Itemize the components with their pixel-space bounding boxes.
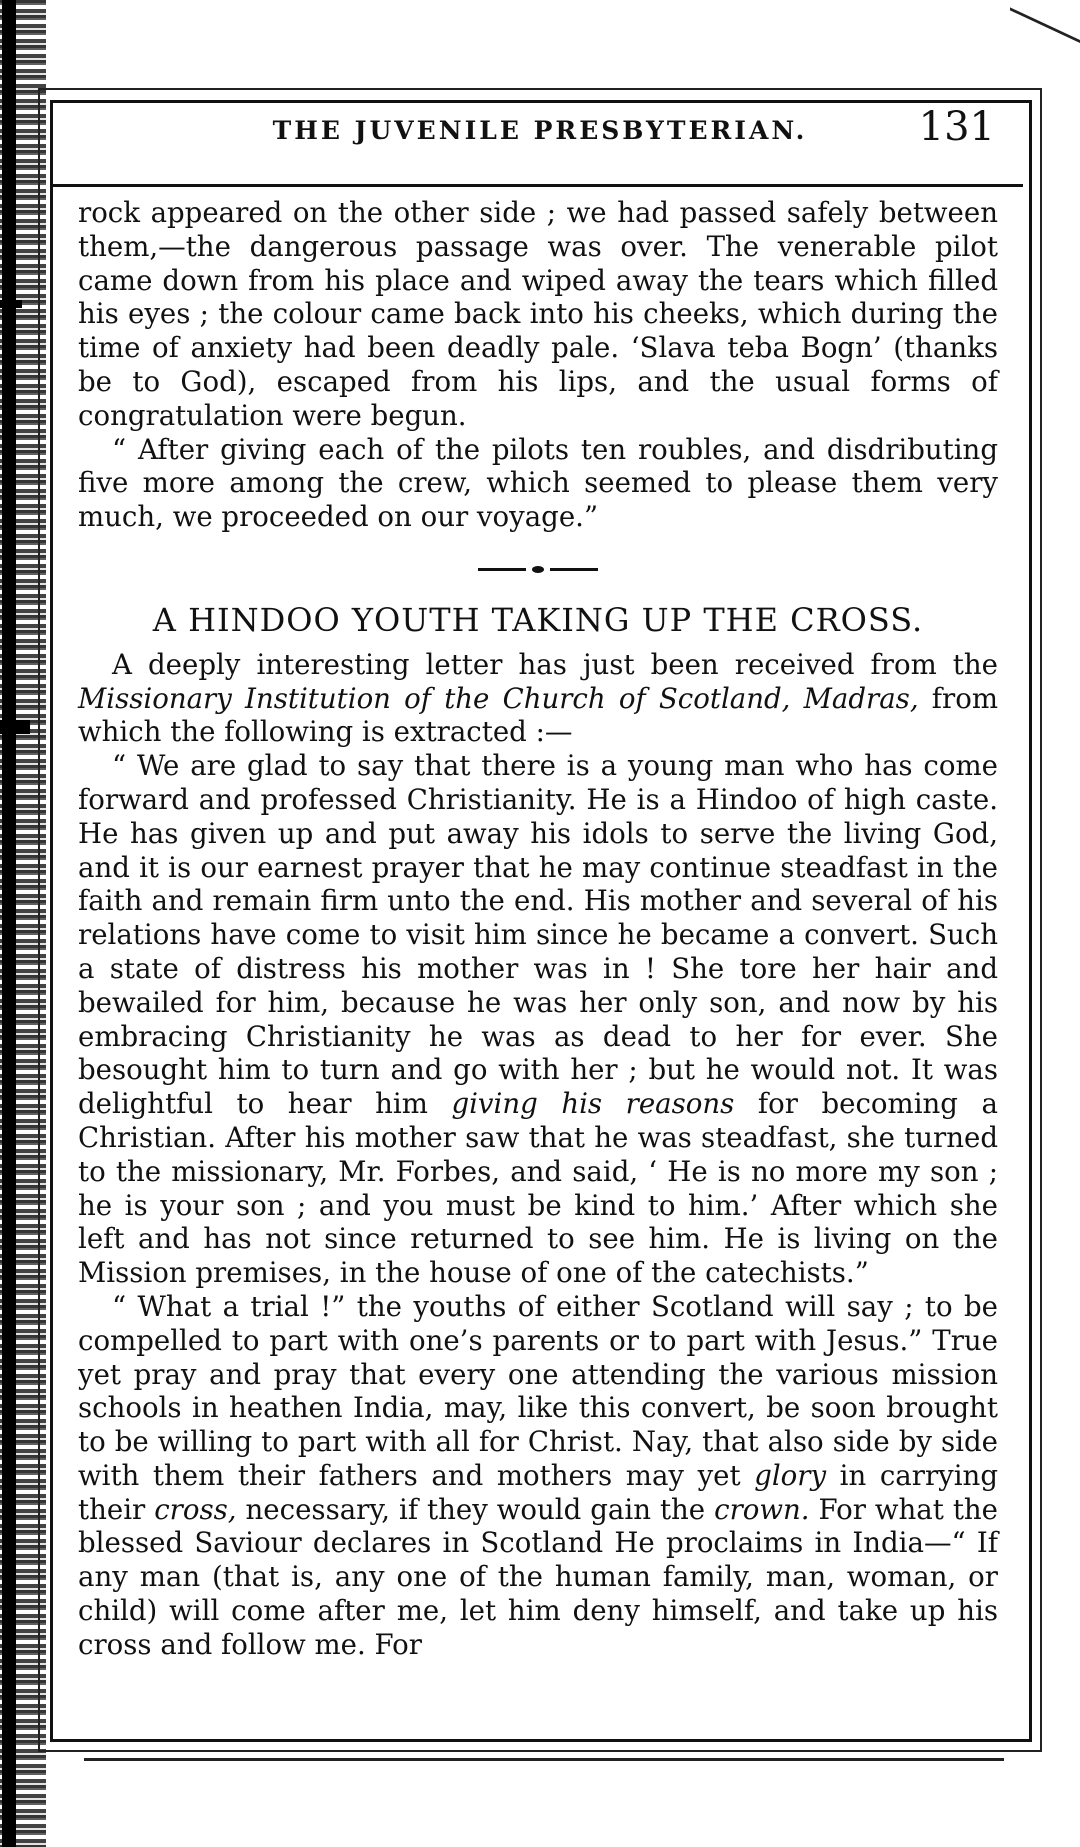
divider-dot [532, 566, 544, 573]
article-title: A HINDOO YOUTH TAKING UP THE CROSS. [152, 600, 924, 639]
divider-bar [478, 568, 526, 571]
quoted-paragraph: “ After giving each of the pilots ten roubles, and disdributing five more among the crew, which seemed to please them very much, we proceeded on our voyage.” [78, 432, 998, 534]
scan-speck [0, 720, 30, 734]
divider-bar [550, 568, 598, 571]
emphasis-cross: cross, [154, 1492, 237, 1526]
scan-speck [0, 300, 22, 308]
page-body [78, 196, 998, 1662]
closing-text: “ What a trial !” the youths of either Scotland will say ; to be compelled to part with one’s parents or to part with Jesus.” True yet pray and pray that every one attending the various mission schools in heathen India, may, like this convert, be soon brought to be willing to part with all for Christ. Nay, that also side by side with them their fathers and mothers may yet [78, 1289, 998, 1492]
quote-text: “ We are glad to say that there is a young man who has come forward and professed Christianity. He is a Hindoo of high caste. He has given up and put away his idols to serve the living God, and it is our earnest prayer that he may continue steadfast in the faith and remain firm unto the end. His mother and several of his relations have come to visit him since he became a convert. Such a state of distress his mother was in ! She tore her hair and bewailed for him, because he was her only son, and now by his embracing Christianity he was as dead to her for ever. She besought him to turn and go with her ; but he would not. It was delightful to hear him [78, 749, 998, 1121]
header-rule [53, 184, 1023, 187]
scan-corner-mark [1010, 0, 1080, 43]
closing-text-end: For what the blessed Saviour declares in Scotland He proclaims in India—“ If any man (that is, any one of the human family, man, woman, or child) will come after me, let him deny himself, and take up his cross and follow me. For [78, 1492, 999, 1661]
closing-text: in carrying their [78, 1458, 998, 1526]
running-head: THE JUVENILE PRESBYTERIAN. [272, 116, 808, 145]
quote-emphasis: giving his reasons [451, 1087, 735, 1121]
continued-paragraph: rock appeared on the other side ; we had passed safely between them,—the dangerous passage was over. The venerable pilot came down from his place and wiped away the tears which filled his eyes ; the colour came back into his cheeks, which during the time of anxiety had been deadly pale. ‘Slava teba Bogn’ (thanks be to God), escaped from his lips, and the usual forms of congratulation were begun. [78, 196, 998, 432]
closing-text: necessary, if they would gain the [236, 1492, 715, 1526]
intro-text: A deeply interesting letter has just been received from the [112, 647, 998, 681]
emphasis-glory: glory [754, 1458, 827, 1492]
emphasis-crown: crown. [714, 1492, 810, 1526]
article-intro [78, 648, 998, 749]
intro-institution: Missionary Institution of the Church of Scotland, Madras, [78, 681, 919, 715]
section-divider-ornament [78, 548, 998, 592]
quote-text-end: for becoming a Christian. After his mother saw that he was steadfast, she turned to the missionary, Mr. Forbes, and said, ‘ He is no more my son ; he is your son ; and you must be kind to him.’ After which she left and has not since returned to see him. He is living on the Mission premises, in the house of one of the catechists.” [78, 1087, 998, 1290]
intro-text-end: from which the following is extracted :— [78, 681, 998, 749]
closing-paragraph [78, 1290, 998, 1662]
page-number: 131 [918, 104, 995, 150]
letter-quote [78, 749, 998, 1290]
bottom-rule [84, 1758, 1004, 1761]
binding-shadow [2, 0, 16, 1847]
